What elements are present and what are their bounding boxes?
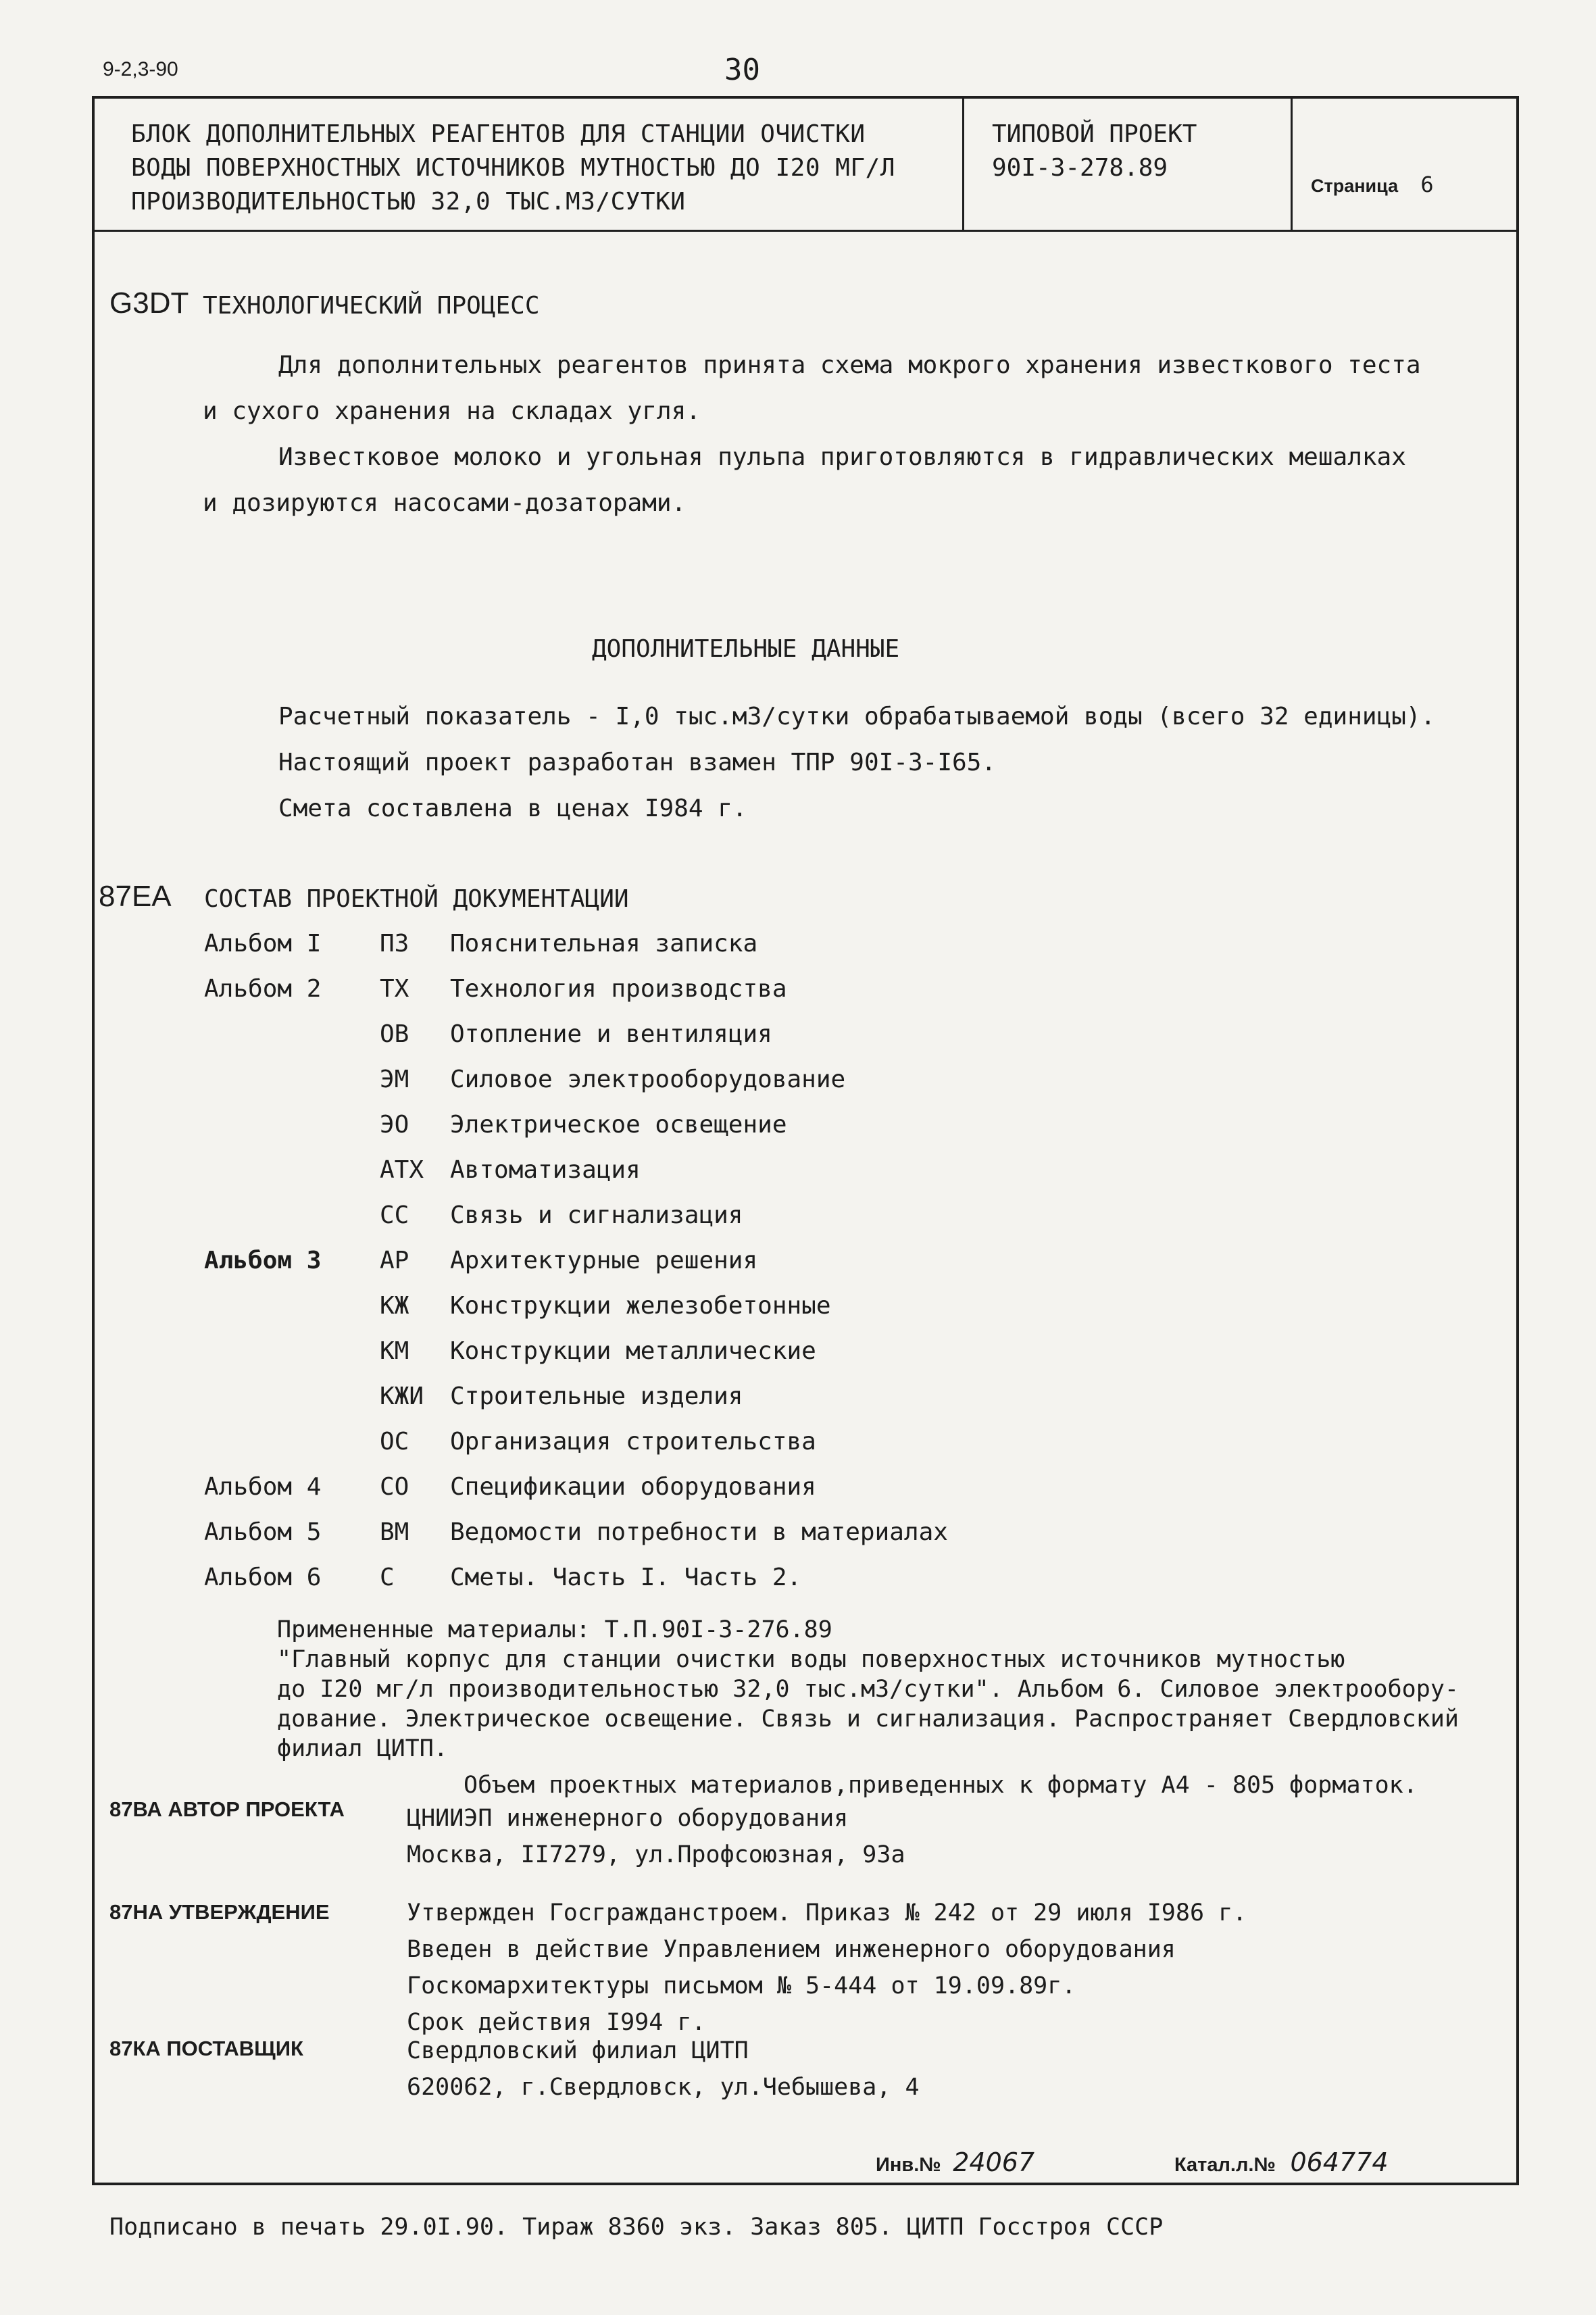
inventory-value: 24067 [953,2147,1035,2177]
section-title: Силовое электрооборудование [450,1066,846,1093]
author-line: ЦНИИЭП инженерного оборудования [407,1805,849,1832]
page-label: Страница [1311,176,1399,196]
section-title: Строительные изделия [450,1383,743,1410]
section-title: Архитектурные решения [450,1247,758,1274]
section-code: КЖ [380,1292,409,1320]
approval-block [407,1895,1247,2041]
section-title: Организация строительства [450,1428,816,1455]
process-heading: ТЕХНОЛОГИЧЕСКИЙ ПРОЦЕСС [203,292,540,320]
header-title-line: ВОДЫ ПОВЕРХНОСТНЫХ ИСТОЧНИКОВ МУТНОСТЬЮ ДО I20 МГ/Л [131,154,895,182]
section-code: ВМ [380,1518,409,1546]
section-title: Конструкции металлические [450,1337,816,1365]
section-code: СС [380,1201,409,1229]
project-number: 90I-3-278.89 [992,154,1168,182]
process-code: G3DT [109,287,189,320]
header-project [992,118,1197,185]
applied-line: до I20 мг/л производительностью 32,0 тыс.м3/сутки". Альбом 6. Силовое электрообору- [277,1676,1459,1703]
supplier-line: Свердловский филиал ЦИТП [407,2037,749,2064]
additional-line: Настоящий проект разработан взамен ТПР 90I-3-I65. [278,749,997,776]
inventory-label: Инв.№ [876,2154,941,2176]
author-line: Москва, II7279, ул.Профсоюзная, 93а [407,1841,905,1868]
section-code: АР [380,1247,409,1274]
page-value: 6 [1420,172,1434,197]
applied-line: Примененные материалы: Т.П.90I-3-276.89 [277,1616,832,1643]
process-line: Известковое молоко и угольная пульпа приготовляются в гидравлических мешалках [278,443,1406,471]
author-block [407,1800,905,1873]
section-title: Пояснительная записка [450,930,758,957]
approval-line: Госкомархитектуры письмом № 5-444 от 19.09.89г. [407,1972,1076,1999]
section-code: КМ [380,1337,409,1365]
header-title [131,118,895,219]
section-title: Отопление и вентиляция [450,1020,772,1048]
header-page [1311,172,1434,197]
approval-line: Введен в действие Управлением инженерного оборудования [407,1936,1176,1963]
section-code: ОС [380,1428,409,1455]
header-title-line: БЛОК ДОПОЛНИТЕЛЬНЫХ РЕАГЕНТОВ ДЛЯ СТАНЦИИ ОЧИСТКИ [131,120,866,148]
section-code: КЖИ [380,1383,424,1410]
section-title: Связь и сигнализация [450,1201,743,1229]
process-line: и дозируются насосами-дозаторами. [203,489,687,517]
section-code: СО [380,1473,409,1501]
author-label: 87ВА АВТОР ПРОЕКТА [109,1797,345,1821]
section-title: Ведомости потребности в материалах [450,1518,948,1546]
catalog-label: Катал.л.№ [1174,2154,1276,2176]
project-label: ТИПОВОЙ ПРОЕКТ [992,120,1197,148]
section-code: ЭМ [380,1066,409,1093]
supplier-block [407,2033,920,2106]
album-label: Альбом 6 [204,1564,322,1591]
section-code: С [380,1564,395,1591]
section-code: ЭО [380,1111,409,1139]
section-title: Автоматизация [450,1156,641,1184]
composition-heading: СОСТАВ ПРОЕКТНОЙ ДОКУМЕНТАЦИИ [204,885,629,913]
applied-materials [277,1615,1459,1764]
approval-line: Утвержден Госгражданстроем. Приказ № 242 от 29 июля I986 г. [407,1899,1247,1926]
section-code: ПЗ [380,930,409,957]
header-divider-1 [962,99,964,230]
applied-line: "Главный корпус для станции очистки воды поверхностных источников мутностью [277,1646,1345,1673]
section-title: Конструкции железобетонные [450,1292,831,1320]
document-code: 9-2,3-90 [103,58,178,80]
header-divider-2 [1291,99,1293,230]
additional-line: Расчетный показатель - I,0 тыс.м3/сутки обрабатываемой воды (всего 32 единицы). [278,703,1436,730]
section-title: Спецификации оборудования [450,1473,816,1501]
approval-label: 87НА УТВЕРЖДЕНИЕ [109,1900,330,1924]
volume-note: Объем проектных материалов,приведенных к формату А4 - 805 форматок. [464,1772,1418,1799]
section-code: АТХ [380,1156,424,1184]
header-title-line: ПРОИЗВОДИТЕЛЬНОСТЬЮ 32,0 ТЫС.М3/СУТКИ [131,188,686,216]
album-label: Альбом 3 [204,1247,322,1274]
page-number: 30 [724,53,760,87]
supplier-line: 620062, г.Свердловск, ул.Чебышева, 4 [407,2074,920,2101]
section-code: ТХ [380,975,409,1003]
album-label: Альбом 5 [204,1518,322,1546]
inventory-number [876,2147,1034,2177]
supplier-label: 87КА ПОСТАВЩИК [109,2037,303,2060]
catalog-value: 064774 [1290,2147,1389,2177]
composition-code: 87EA [99,880,172,913]
applied-line: дование. Электрическое освещение. Связь и сигнализация. Распространяет Свердловский [277,1706,1459,1733]
approval-line: Срок действия I994 г. [407,2009,706,2036]
additional-heading: ДОПОЛНИТЕЛЬНЫЕ ДАННЫЕ [592,635,900,663]
process-line: и сухого хранения на складах угля. [203,397,701,425]
album-label: Альбом I [204,930,322,957]
section-title: Сметы. Часть I. Часть 2. [450,1564,802,1591]
header-bottom-rule [95,230,1516,232]
additional-line: Смета составлена в ценах I984 г. [278,795,747,822]
album-label: Альбом 4 [204,1473,322,1501]
process-line: Для дополнительных реагентов принята схема мокрого хранения известкового теста [278,351,1421,379]
album-label: Альбом 2 [204,975,322,1003]
section-title: Электрическое освещение [450,1111,787,1139]
section-title: Технология производства [450,975,787,1003]
applied-line: филиал ЦИТП. [277,1735,448,1762]
catalog-number [1174,2147,1389,2177]
print-info: Подписано в печать 29.0I.90. Тираж 8360 экз. Заказ 805. ЦИТП Госстроя СССР [109,2214,1164,2241]
section-code: ОВ [380,1020,409,1048]
